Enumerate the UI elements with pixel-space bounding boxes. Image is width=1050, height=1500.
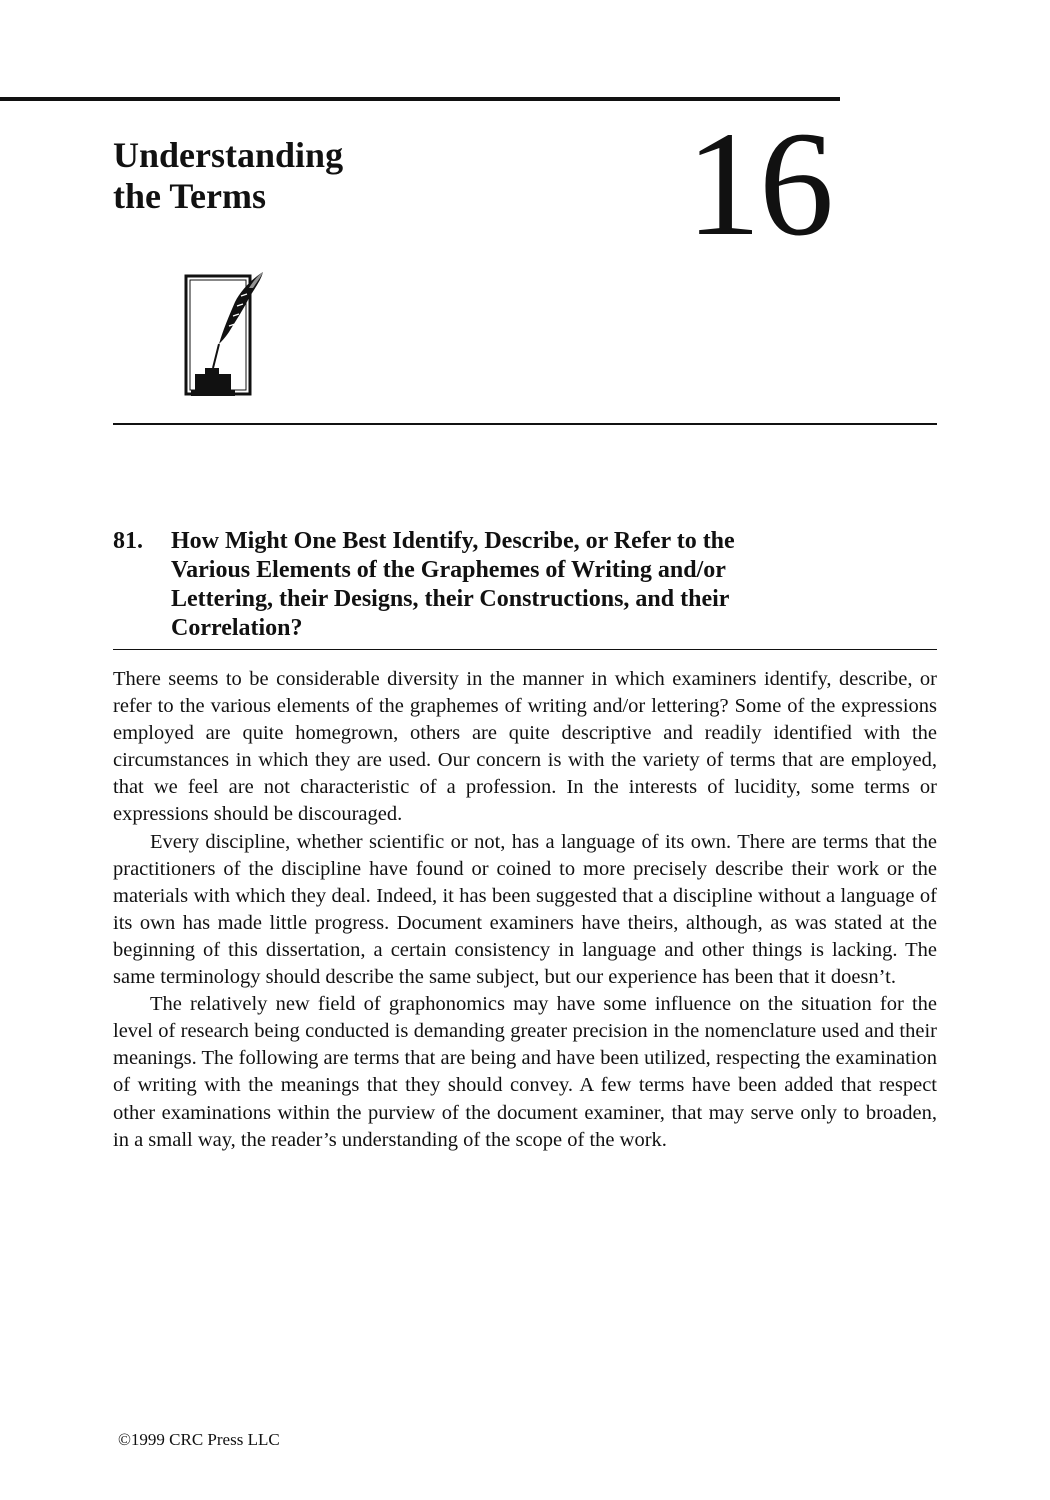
chapter-header-rule [113, 423, 937, 425]
paragraph-3: The relatively new field of graphonomics may have some influence on the situation for the level of research being conducted is demanding greater precision in the nomenclature used and their meanings. The following are terms that are being and have been utilized, respecting the examination of writing with the meanings that they should convey. A few terms have been added that respect other examinations within the purview of the document examiner, that may serve only to broaden, in a small way, the reader’s understanding of the scope of the work. [113, 993, 937, 1151]
body-text [113, 666, 937, 1154]
chapter-number: 16 [686, 101, 832, 267]
quill-and-inkwell-icon [183, 272, 267, 400]
section-number: 81. [113, 528, 143, 554]
section-heading-text: How Might One Best Identify, Describe, or Refer to the Various Elements of the Graphemes of Writing and/or Lettering, their Designs, their Constructions, and their Correlation? [171, 528, 735, 641]
paragraph-2: Every discipline, whether scientific or not, has a language of its own. There are terms that the practitioners of the discipline have found or coined to more precisely describe their work or the materials with which they deal. Indeed, it has been suggested that a discipline without a language of its own has made little progress. Document examiners have theirs, although, as was stated at the beginning of this dissertation, a certain consistency in language and other things is lacking. The same terminology should describe the same subject, but our experience has been that it doesn’t. [113, 830, 937, 989]
section-heading-rule [113, 649, 937, 650]
footer-copyright: ©1999 CRC Press LLC [118, 1430, 280, 1449]
chapter-title [113, 135, 343, 217]
paragraph-1: There seems to be considerable diversity in the manner in which examiners identify, describe, or refer to the various elements of the graphemes of writing and/or lettering? Some of the expressions employed are quite homegrown, others are quite descriptive and readily identified with the circumstances in which they are used. Our concern is with the variety of terms that are employed, that we feel are not characteristic of a profession. In the interests of lucidity, some terms or expressions should be discouraged. [113, 668, 937, 826]
section-heading [113, 527, 937, 643]
chapter-title-line-2: the Terms [113, 176, 266, 216]
chapter-title-line-1: Understanding [113, 135, 344, 175]
